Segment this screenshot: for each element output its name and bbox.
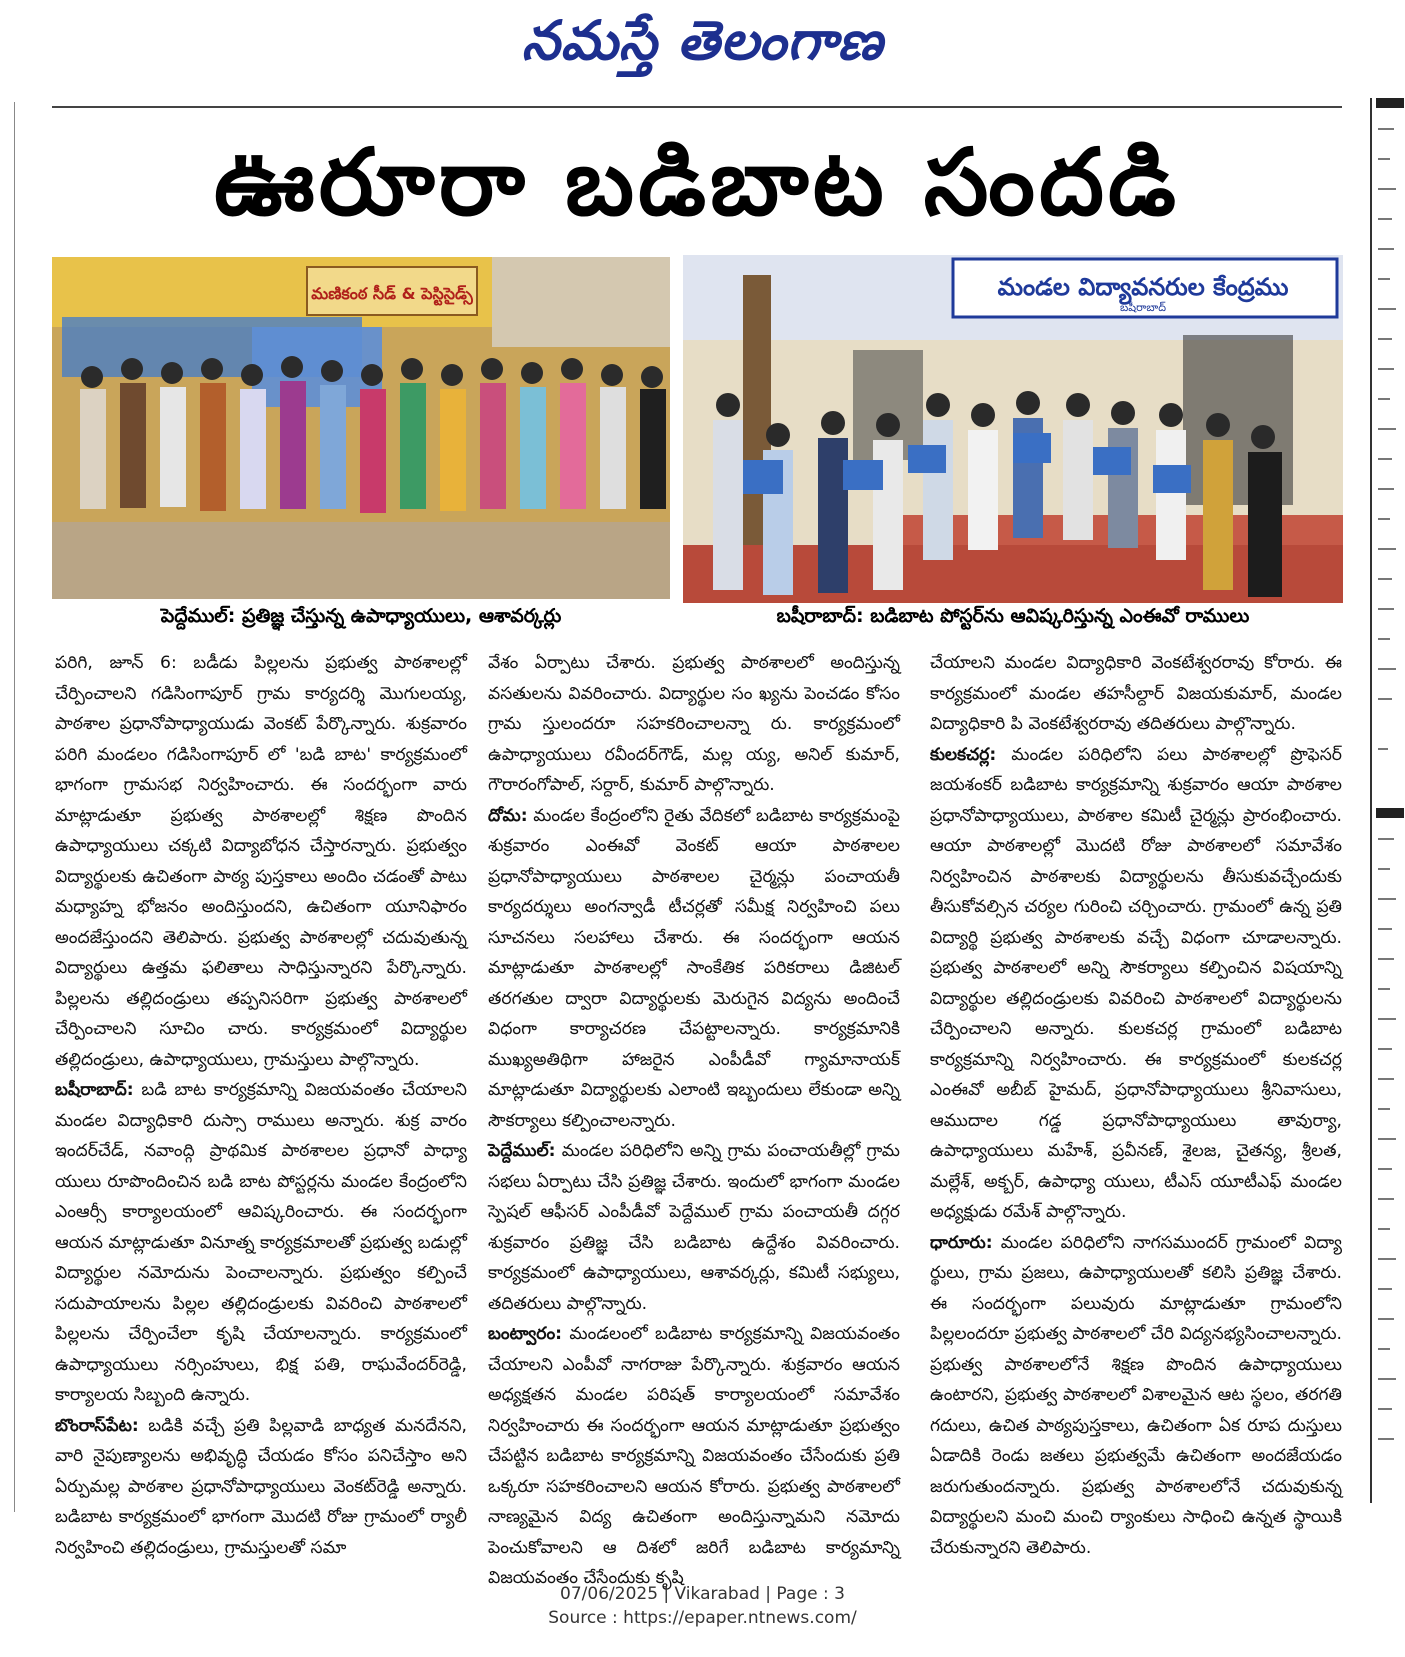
strip-line [1378,128,1394,130]
strip-line [1378,1138,1396,1140]
paragraph: బొంరాస్‌పేట: బడికి వచ్చే ప్రతి పిల్లవాడి బాధ్యత మనదేనని, వారి నైపుణ్యాలను అభివృద్ధి చేయడం కోసం పనిచేస్తాం అని ఏర్పుమల్ల పాఠశాల ప్రధానోపాధ్యాయులు వెంకట్‌రెడ్డి అన్నారు. బడిబాట కార్యక్రమంలో భాగంగా మొదటి రోజు గ్రామంలో ర్యాలీ నిర్వహించి తల్లిదండ్రులు, గ్రామస్తులతో సమా [55,1415,467,1558]
masthead [0,8,1405,78]
strip-line [1378,608,1394,610]
article-column-1 [55,648,467,1563]
strip-line [1378,1258,1396,1260]
headline: ఊరూరా బడిబాట సందడి [213,129,1180,236]
strip-line [1378,1228,1390,1230]
strip-line [1378,748,1388,750]
strip-line [1378,548,1396,550]
photo-basheerabad [683,255,1343,603]
paragraph: బషీరాబాద్: బడి బాట కార్యక్రమాన్ని విజయవంతం చేయాలని మండల విద్యాధికారి దుస్సా రాములు అన్నారు. శుక్ర వారం ఇందర్‌చేడ్, నవాంద్గి ప్రాథమిక పాఠశాలల ప్రధానో పాధ్యా యులు రూపొందించిన బడి బాట పోస్టర్లను మండల కేంద్రంలోని ఎంఆర్సీ కార్యాలయంలో ఆవిష్కరించారు. ఈ సందర్భంగా ఆయన మాట్లాడుతూ వినూత్న కార్యక్రమాలతో ప్రభుత్వ బడుల్లో విద్యార్థుల నమోదును పెంచాలన్నారు. ప్రభుత్వం కల్పించే సదుపాయాలను పిల్లల తల్లిదండ్రులకు వివరించి పాఠశాలలో పిల్లలను చేర్పించేలా కృషి చేయాలన్నారు. కార్యక్రమంలో ఉపాధ్యాయులు నర్సింహులు, భిక్ష పతి, రాఘవేందర్‌రెడ్డి, కార్యాలయ సిబ్బంది ఉన్నారు. [55,1080,467,1405]
masthead-title: నమస్తే తెలంగాణ [521,8,884,72]
paragraph-dateline: పెద్దేముల్: [488,1141,556,1161]
strip-line [1378,1348,1390,1350]
strip-line [1378,958,1394,960]
paragraph-dateline: బషీరాబాద్: [55,1080,134,1100]
strip-line [1378,1108,1390,1110]
article-column-3 [930,648,1342,1563]
photo-caption-basheerabad: బషీరాబాద్: బడిబాట పోస్టర్‌ను ఆవిష్కరిస్తున్న ఎంఈవో రాములు [776,605,1250,627]
strip-block [1376,98,1404,108]
strip-line [1378,248,1394,250]
page-footer [0,1582,1405,1630]
paragraph-dateline: బంట్వారం: [488,1324,563,1344]
building-sign-sub: బషీరాబాద్ [1120,301,1166,314]
strip-line [1378,668,1396,670]
strip-line [1378,1048,1392,1050]
photo-caption-pedemul: పెద్దేముల్: ప్రతిజ్ఞ చేస్తున్న ఉపాధ్యాయులు, ఆశావర్కర్లు [160,605,562,627]
strip-line [1378,1288,1392,1290]
strip-line [1378,458,1392,460]
strip-line [1378,1168,1392,1170]
paragraph: ధారూరు: మండల పరిధిలోని నాగసముందర్ గ్రామంలో విద్యా ర్థులు, గ్రామ ప్రజలు, ఉపాధ్యాయులతో కలిసి ప్రతిజ్ఞ చేశారు. ఈ సందర్భంగా పలువురు మాట్లాడుతూ గ్రామంలోని పిల్లలందరూ ప్రభుత్వ పాఠశాలలో చేరి విద్యనభ్యసించాలన్నారు. ప్రభుత్వ పాఠశాలలోనే శిక్షణ పొందిన ఉపాధ్యాయులు ఉంటారని, ప్రభుత్వ పాఠశాలలో విశాలమైన ఆట స్థలం, తరగతి గదులు, ఉచిత పాఠ్యపుస్తకాలు, ఉచితంగా ఏక రూప దుస్తులు ఏడాదికి రెండు జతలు ప్రభుత్వమే ఉచితంగా అందజేయడం జరుగుతుందన్నారు. ప్రభుత్వ పాఠశాలలోనే చదువుకున్న విద్యార్థులని మంచి మంచి ర్యాంకులు సాధించి ఉన్నత స్థాయికి చేరుకున్నారని తెలిపారు. [930,1232,1342,1558]
strip-line [1378,1078,1394,1080]
photo-pedemul [52,257,670,599]
strip-line [1378,1318,1394,1320]
paragraph: చేయాలని మండల విద్యాధికారి వెంకటేశ్వరరావు కోరారు. ఈ కార్యక్రమంలో మండల తహసీల్దార్ విజయకుమార్, మండల విద్యాధికారి పి వెంకటేశ్వరరావు తదితరులు పాల్గొన్నారు. [930,653,1342,734]
paragraph-dateline: కులకచర్ల: [930,744,997,765]
strip-line [1378,838,1394,840]
strip-line [1378,398,1390,400]
strip-line [1378,428,1396,430]
footer-date-edition: 07/06/2025 | Vikarabad | Page : 3 [560,1584,845,1604]
strip-line [1378,188,1396,190]
footer-source-link[interactable]: Source : https://epaper.ntnews.com/ [548,1608,857,1628]
strip-line [1378,1438,1394,1440]
strip-line [1378,488,1394,490]
paragraph-dateline: ధారూరు: [930,1232,993,1253]
left-column-rule [0,102,15,1512]
strip-block [1376,808,1404,818]
strip-line [1378,308,1396,310]
adjacent-article-strip [1370,98,1405,1503]
paragraph: బంట్వారం: మండలంలో బడిబాట కార్యక్రమాన్ని విజయవంతం చేయాలని ఎంపీవో నాగరాజు పేర్కొన్నారు. శుక్రవారం ఆయన అధ్యక్షతన మండల పరిషత్ కార్యాలయంలో సమావేశం నిర్వహించారు ఈ సందర్భంగా ఆయన మాట్లాడుతూ ప్రభుత్వం చేపట్టిన బడిబాట కార్యక్రమాన్ని విజయవంతం చేసేందుకు ప్రతి ఒక్కరూ సహకరించాలని ఆయన కోరారు. ప్రభుత్వ పాఠశాలలో నాణ్యమైన విద్య ఉచితంగా అందిస్తున్నామని నమోదు పెంచుకోవాలని ఆ దిశలో జరిగే బడిబాట కార్యమాన్ని విజయవంతం చేసేందుకు కృషి [488,1324,900,1588]
paragraph-dateline: దోమ: [488,805,528,826]
strip-line [1378,218,1392,220]
strip-line [1378,988,1390,990]
strip-line [1378,1378,1396,1380]
article-column-2 [488,648,900,1594]
paragraph: పెద్దేముల్: మండల పరిధిలోని అన్ని గ్రామ పంచాయతీల్లో గ్రామ సభలు ఏర్పాటు చేసి ప్రతిజ్ఞ చేశారు. ఇందులో భాగంగా మండల స్పెషల్ ఆఫీసర్ ఎంపీడీవో పెద్దేముల్ గ్రామ పంచాయతీ దగ్గర శుక్రవారం ప్రతిజ్ఞ చేసి బడిబాట ఉద్దేశం వివరించారు. కార్యక్రమంలో ఉపాధ్యాయులు, ఆశావర్కర్లు, కమిటీ సభ్యులు, తదితరులు పాల్గొన్నారు. [488,1141,900,1314]
strip-line [1378,698,1392,700]
strip-line [1378,518,1390,520]
strip-line [1378,158,1390,160]
paragraph-dateline: బొంరాస్‌పేట: [55,1415,139,1436]
building-sign: మండల విద్యావనరుల కేంద్రము [997,273,1289,301]
strip-line [1378,898,1396,900]
strip-line [1378,928,1392,930]
strip-line [1378,1198,1394,1200]
strip-line [1378,368,1394,370]
paragraph: వేశం ఏర్పాటు చేశారు. ప్రభుత్వ పాఠశాలలో అందిస్తున్న వసతులను వివరించారు. విద్యార్థుల సం ఖ్యను పెంచడం కోసం గ్రామ స్తులందరూ సహకరించాలన్నా రు. కార్యక్రమంలో ఉపాధ్యాయులు రవీందర్‌గౌడ్, మల్ల య్య, అనిల్ కుమార్, గౌరారంగోపాల్, సర్దార్, కుమార్ పాల్గొన్నారు. [488,653,900,795]
strip-line [1378,1018,1396,1020]
strip-line [1378,338,1392,340]
strip-line [1378,578,1392,580]
strip-line [1378,278,1390,280]
top-rule [52,106,1342,108]
strip-line [1378,868,1390,870]
paragraph: కులకచర్ల: మండల పరిధిలోని పలు పాఠశాలల్లో ప్రొఫెసర్ జయశంకర్ బడిబాట కార్యక్రమాన్ని శుక్రవారం ఆయా పాఠశాల ప్రధానోపాధ్యాయులు, పాఠశాల కమిటీ చైర్మన్లు ప్రారంభించారు. ఆయా పాఠశాలల్లో మొదటి రోజు పాఠశాలలో సమావేశం నిర్వహించిన పాఠశాలకు విద్యార్థులను తీసుకువచ్చేందుకు తీసుకోవల్సిన చర్యల గురించి చర్చించారు. గ్రామంలో ఉన్న ప్రతి విద్యార్థి ప్రభుత్వ పాఠశాలకు వచ్చే విధంగా చూడాలన్నారు. ప్రభుత్వ పాఠశాలలో అన్ని సౌకర్యాలు కల్పించిన విషయాన్ని విద్యార్థుల తల్లిదండ్రులకు వివరించి పాఠశాలలో విద్యార్థులను చేర్పించాలని అన్నారు. కులకచర్ల గ్రామంలో బడిబాట కార్యక్రమాన్ని నిర్వహించారు. ఈ కార్యక్రమంలో కులకచర్ల ఎంఈవో అబీబ్ హైమద్, ప్రధానోపాధ్యాయులు శ్రీనివాసులు, ఆముదాల గడ్డ ప్రధానోపాధ్యాయులు తావుర్యా, ఉపాధ్యాయులు మహేశ్, ప్రవీనణ్, శైలజ, చైతన్య, శ్రీలత, మల్లేశ్, అక్బర్, ఉపాధ్యా యులు, టీఎస్ యూటీఎఫ్ మండల అధ్యక్షుడు రమేశ్ పాల్గొన్నారు. [930,744,1342,1222]
strip-line [1378,1408,1392,1410]
paragraph: దోమ: మండల కేంద్రంలోని రైతు వేదికలో బడిబాట కార్యక్రమంపై శుక్రవారం ఎంఈవో వెంకట్ ఆయా పాఠశాలల ప్రధానోపాధ్యాయులు పాఠశాలల చైర్మన్లు పంచాయతీ కార్యదర్శులు అంగన్వాడీ టీచర్లతో సమీక్ష నిర్వహించి పలు సూచనలు సలహాలు చేశారు. ఈ సందర్భంగా ఆయన మాట్లాడుతూ పాఠశాలల్లో సాంకేతిక పరికరాలు డిజిటల్ తరగతుల ద్వారా విద్యార్థులకు మెరుగైన విద్యను అందించే విధంగా కార్యాచరణ చేపట్టాలన్నారు. కార్యక్రమానికి ముఖ్యఅతిథిగా హాజరైన ఎంపీడీవో గ్యామానాయక్ మాట్లాడుతూ విద్యార్థులకు ఎలాంటి ఇబ్బందులు లేకుండా అన్ని సౌకర్యాలు కల్పించాలన్నారు. [488,805,900,1131]
paragraph: పరిగి, జూన్ 6: బడీడు పిల్లలను ప్రభుత్వ పాఠశాలల్లో చేర్పించాలని గడిసింగాపూర్ గ్రామ కార్యదర్శి మొగులయ్య, పాఠశాల ప్రధానోపాధ్యాయుడు వెంకట్ పేర్కొన్నారు. శుక్రవారం పరిగి మండలం గడిసింగాపూర్ లో 'బడి బాట' కార్యక్రమంలో భాగంగా గ్రామసభ నిర్వహించారు. ఈ సందర్భంగా వారు మాట్లాడుతూ ప్రభుత్వ పాఠశాలల్లో శిక్షణ పొందిన ఉపాధ్యాయులు చక్కటి విద్యాబోధన చేస్తారన్నారు. ప్రభుత్వం విద్యార్థులకు ఉచితంగా పాఠ్య పుస్తకాలు అందిం చడంతో పాటు మధ్యాహ్న భోజనం అందిస్తుందని, ఉచితంగా యూనిఫారం అందజేస్తుందని తెలిపారు. ప్రభుత్వ పాఠశాలల్లో చదువుతున్న విద్యార్థులు ఉత్తమ ఫలితాలు సాధిస్తున్నారని పేర్కొన్నారు. పిల్లలను తల్లిదండ్రులు తప్పనిసరిగా ప్రభుత్వ పాఠశాలలో చేర్పించాలని సూచిం చారు. కార్యక్రమంలో విద్యార్థుల తల్లిదండ్రులు, ఉపాధ్యాయులు, గ్రామస్తులు పాల్గొన్నారు. [55,653,467,1070]
strip-line [1378,638,1390,640]
shop-sign: మణికంఠ సీడ్ & పెస్టిసైడ్స్ [311,284,473,303]
